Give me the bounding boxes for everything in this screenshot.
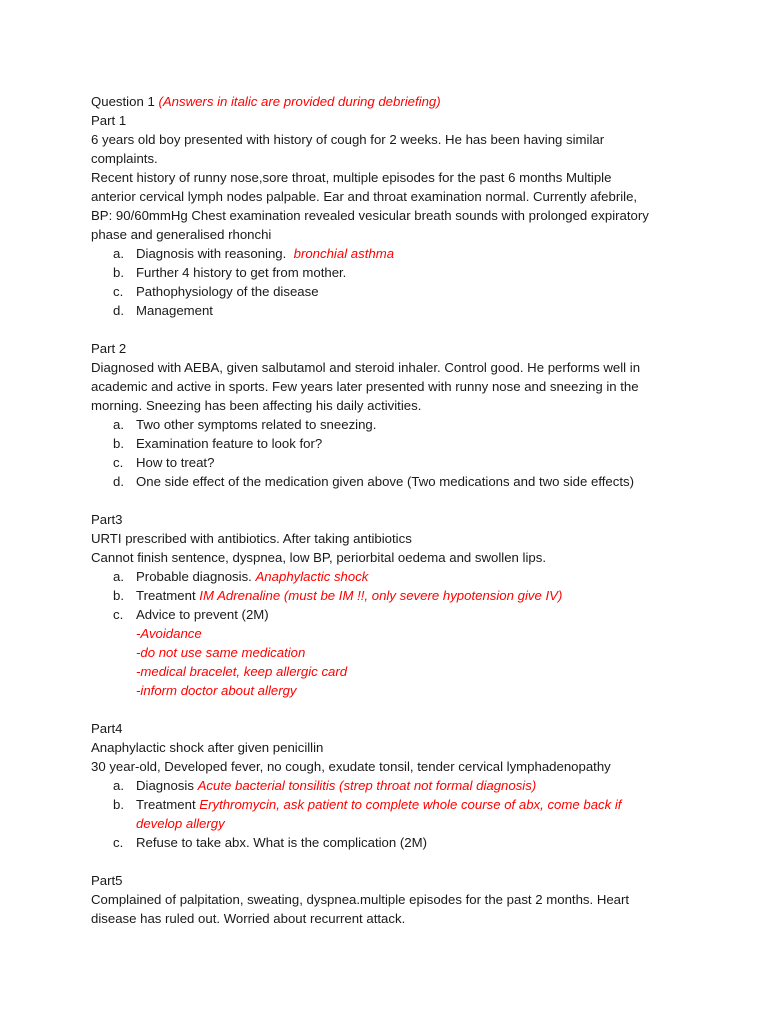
part-1-line: anterior cervical lymph nodes palpable. Ear and throat examination normal. Currently afebrile,: [91, 189, 638, 204]
part-1-questions: [91, 244, 708, 320]
list-item: b. Treatment Erythromycin, ask patient to complete whole course of abx, come back if: [113, 797, 622, 812]
list-item: c. Refuse to take abx. What is the complication (2M): [113, 835, 427, 850]
part-4-questions-cont: [91, 833, 708, 852]
part-3-line: Cannot finish sentence, dyspnea, low BP, periorbital oedema and swollen lips.: [91, 550, 546, 565]
answer: -do not use same medication: [136, 645, 306, 660]
answer: develop allergy: [136, 816, 225, 831]
part-2-line: morning. Sneezing has been affecting his daily activities.: [91, 398, 422, 413]
list-item: a. Diagnosis Acute bacterial tonsilitis (strep throat not formal diagnosis): [113, 778, 537, 793]
part-2-title: Part 2: [91, 341, 127, 356]
list-item: b. Treatment IM Adrenaline (must be IM !!, only severe hypotension give IV): [113, 588, 563, 603]
part-1-title: Part 1: [91, 113, 127, 128]
answer: bronchial asthma: [293, 246, 395, 261]
part-4-questions: [91, 776, 708, 814]
part-1-line: Recent history of runny nose,sore throat, multiple episodes for the past 6 months Multiple: [91, 170, 612, 185]
part-3-line: URTI prescribed with antibiotics. After taking antibiotics: [91, 531, 412, 546]
part-5-title: Part5: [91, 873, 123, 888]
answer: IM Adrenaline (must be IM !!, only severe hypotension give IV): [199, 588, 563, 603]
list-item: d. One side effect of the medication given above (Two medications and two side effects): [113, 474, 634, 489]
part-2-questions: [91, 415, 708, 491]
answer: -Avoidance: [136, 626, 202, 641]
part-4-line: Anaphylactic shock after given penicillin: [91, 740, 324, 755]
list-item: d. Management: [113, 303, 213, 318]
part-5-line: disease has ruled out. Worried about recurrent attack.: [91, 911, 406, 926]
list-item: b. Examination feature to look for?: [113, 436, 323, 451]
part-3-title: Part3: [91, 512, 123, 527]
part-3-questions: [91, 567, 708, 624]
list-item: a. Probable diagnosis. Anaphylactic shock: [113, 569, 369, 584]
part-1-line: complaints.: [91, 151, 158, 166]
list-item: c. Pathophysiology of the disease: [113, 284, 319, 299]
list-item: a. Diagnosis with reasoning. bronchial asthma: [113, 246, 395, 261]
answer: -medical bracelet, keep allergic card: [136, 664, 348, 679]
part-4-title: Part4: [91, 721, 123, 736]
question-label: Question 1: [91, 94, 155, 109]
part-1-line: 6 years old boy presented with history of cough for 2 weeks. He has been having similar: [91, 132, 605, 147]
list-item: b. Further 4 history to get from mother.: [113, 265, 347, 280]
question-note: (Answers in italic are provided during debriefing): [158, 94, 441, 109]
part-2-line: Diagnosed with AEBA, given salbutamol and steroid inhaler. Control good. He performs well in: [91, 360, 641, 375]
list-item: c. Advice to prevent (2M): [113, 607, 269, 622]
answer: Acute bacterial tonsilitis (strep throat not formal diagnosis): [197, 778, 537, 793]
answer: Anaphylactic shock: [255, 569, 369, 584]
answer: -inform doctor about allergy: [136, 683, 297, 698]
part-2-line: academic and active in sports. Few years later presented with runny nose and sneezing in the: [91, 379, 639, 394]
part-4-line: 30 year-old, Developed fever, no cough, exudate tonsil, tender cervical lymphadenopathy: [91, 759, 611, 774]
question-heading: [91, 92, 708, 111]
part-1-line: phase and generalised rhonchi: [91, 227, 272, 242]
answer: Erythromycin, ask patient to complete whole course of abx, come back if: [199, 797, 622, 812]
list-item: a. Two other symptoms related to sneezing.: [113, 417, 377, 432]
list-item: c. How to treat?: [113, 455, 215, 470]
part-5-line: Complained of palpitation, sweating, dyspnea.multiple episodes for the past 2 months. Heart: [91, 892, 630, 907]
part-1-line: BP: 90/60mmHg Chest examination revealed vesicular breath sounds with prolonged expiratory: [91, 208, 649, 223]
